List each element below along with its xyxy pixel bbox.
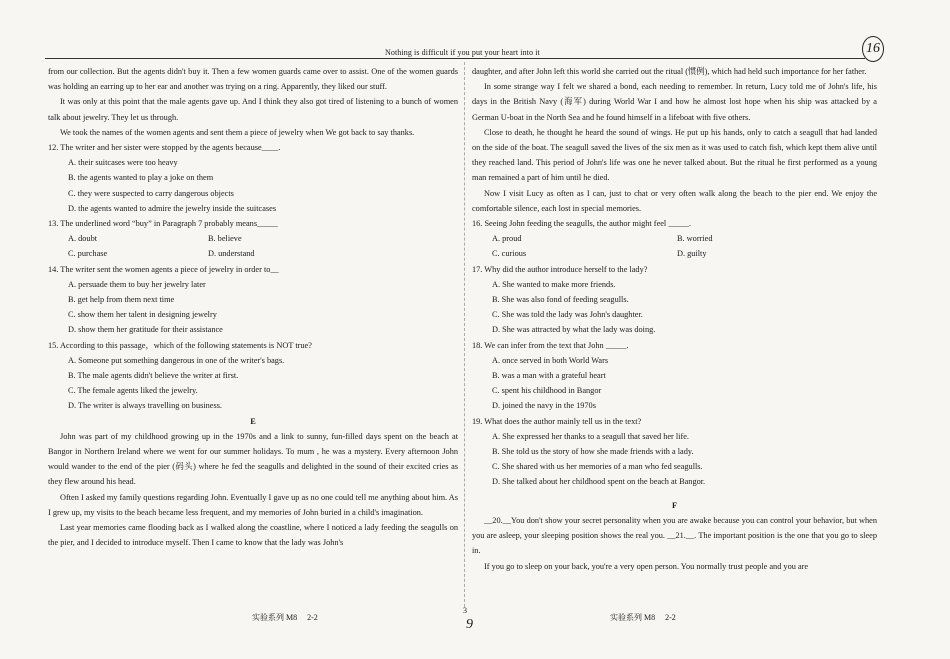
paragraph: Last year memories came flooding back as I walked along the coastline, where I noticed a lady feeding the seagulls on the pier, and I decided to introduce myself. Then I came to know that the lady was John's [48,523,458,548]
option: B. the agents wanted to play a joke on them [68,173,214,183]
footer-right: 实验系列 M8 2-2 [610,613,676,622]
paragraph: __20.__You don't show your secret personality when you are awake because you can control your behavior, but when you are asleep, your sleeping position shows the real you. __21.__. The important position is the one that you go to sleep in. [472,515,877,556]
option: C. purchase [68,249,108,259]
paragraph: daughter, and after John left this world she carried out the ritual (惯例), which had held such importance for her father. [472,67,867,76]
paragraph: If you go to sleep on your back, you're a very open person. You normally trust people and you are [484,561,809,571]
option: D. the agents wanted to admire the jewelry inside the suitcases [68,203,277,213]
option: A. Someone put something dangerous in one of the writer's bags. [68,355,285,365]
option: B. The male agents didn't believe the writer at first. [68,371,239,381]
option: A. proud [492,234,522,244]
left-column [48,64,458,551]
handwritten-page-mark: 16 [862,36,884,62]
question-17: 17. Why did the author introduce herself to the lady? [472,264,648,274]
option-row [492,246,877,261]
option: B. worried [677,234,713,244]
handwritten-mark: 9 [466,617,473,632]
option: D. joined the navy in the 1970s [492,401,596,411]
option: A. She wanted to make more friends. [492,279,616,289]
paragraph: Close to death, he thought he heard the sound of wings. He put up his hands, only to catch a seagull that had landed on the side of the boat. The seagull saved the lives of the six men as it was used to catch fish, which kept them alive until they reached land. This period of John's life was one he never talked about. But the ritual he first performed as a young man remained a part of him until he died. [472,127,877,183]
option: D. She was attracted by what the lady was doing. [492,325,656,335]
paragraph: from our collection. But the agents didn't buy it. Then a few women guards came over to assist. One of the women guards was holding an earring up to her ear and another was trying on a ring. Apparently, they liked our stuff. [48,67,458,92]
paragraph: It was only at this point that the male agents gave up. And I think they also got tired of listening to a bunch of women talk about jewelry. They let us through. [48,97,458,122]
option: D. show them her gratitude for their assistance [68,325,223,335]
option: A. their suitcases were too heavy [68,158,178,168]
option: D. She talked about her childhood spent on the beach at Bangor. [492,477,706,487]
option: C. curious [492,249,527,259]
option: B. get help from them next time [68,295,175,305]
question-19: 19. What does the author mainly tell us in the text? [472,416,642,426]
column-divider [464,62,465,607]
option-row [492,231,877,246]
question-14: 14. The writer sent the women agents a piece of jewelry in order to__ [48,264,279,274]
option: D. understand [208,249,255,259]
option: A. persuade them to buy her jewelry later [68,279,206,289]
question-18: 18. We can infer from the text that John _____. [472,340,629,350]
option: A. once served in both World Wars [492,355,609,365]
page-header: Nothing is difficult if you put your heart into it [385,48,540,57]
paragraph: We took the names of the women agents and sent them a piece of jewelry when We got back to say thanks. [60,127,415,137]
option: D. guilty [677,249,707,259]
question-12: 12. The writer and her sister were stopped by the agents because____. [48,143,281,153]
question-16: 16. Seeing John feeding the seagulls, the author might feel _____. [472,219,692,229]
option-row [68,231,458,246]
section-heading-f: F [671,500,678,510]
option: A. She expressed her thanks to a seagull that saved her life. [492,431,689,441]
footer-left: 实验系列 M8 2-2 [252,613,318,622]
option: A. doubt [68,234,98,244]
option: C. show them her talent in designing jewelry [68,310,217,320]
question-15: 15. According to this passage，which of the following statements is NOT true? [48,340,312,350]
option: C. The female agents liked the jewelry. [68,386,198,396]
paragraph: John was part of my childhood growing up in the 1970s and a link to sunny, fun-filled days spent on the beach at Bangor in Northern Ireland where we went for our summer holidays. To mum , he was a mystery. Every afternoon John would wander to the end of the pier (码头) where he fed the seagulls and delighted in the sound of their excited cries as they flew around his head. [48,431,458,487]
paragraph: In some strange way I felt we shared a bond, each needing to remember. In return, Lucy told me of John's life, his days in the British Navy (海军) during World War I and how he almost lost hope when his ship was attacked by a German U-boat in the North Sea and he found himself in a lifeboat with five others. [472,82,877,122]
option: B. believe [208,234,242,244]
paragraph: Often I asked my family questions regarding John. Eventually I gave up as no one could tell me anything about him. As I grew up, my visits to the beach became less frequent, and my memories of John buried in a child's imagination. [48,492,458,517]
option: C. She was told the lady was John's daughter. [492,310,643,320]
option: B. She was also fond of feeding seagulls. [492,295,629,305]
option: C. spent his childhood in Bangor [492,386,602,396]
section-heading-e: E [250,416,256,426]
right-column [472,64,877,574]
option: C. She shared with us her memories of a man who fed seagulls. [492,462,703,472]
option: B. was a man with a grateful heart [492,371,606,381]
option: C. they were suspected to carry dangerous objects [68,188,234,198]
option: D. The writer is always travelling on business. [68,401,223,411]
option: B. She told us the story of how she made friends with a lady. [492,447,694,457]
option-row [68,246,458,261]
paragraph: Now I visit Lucy as often as I can, just to chat or very often walk along the beach to the pier end. We enjoy the comfortable silence, each lost in special memories. [472,188,877,213]
footer-page-number: 3 [463,606,467,615]
header-rule [45,58,865,59]
question-13: 13. The underlined word “buy” in Paragraph 7 probably means_____ [48,219,278,229]
